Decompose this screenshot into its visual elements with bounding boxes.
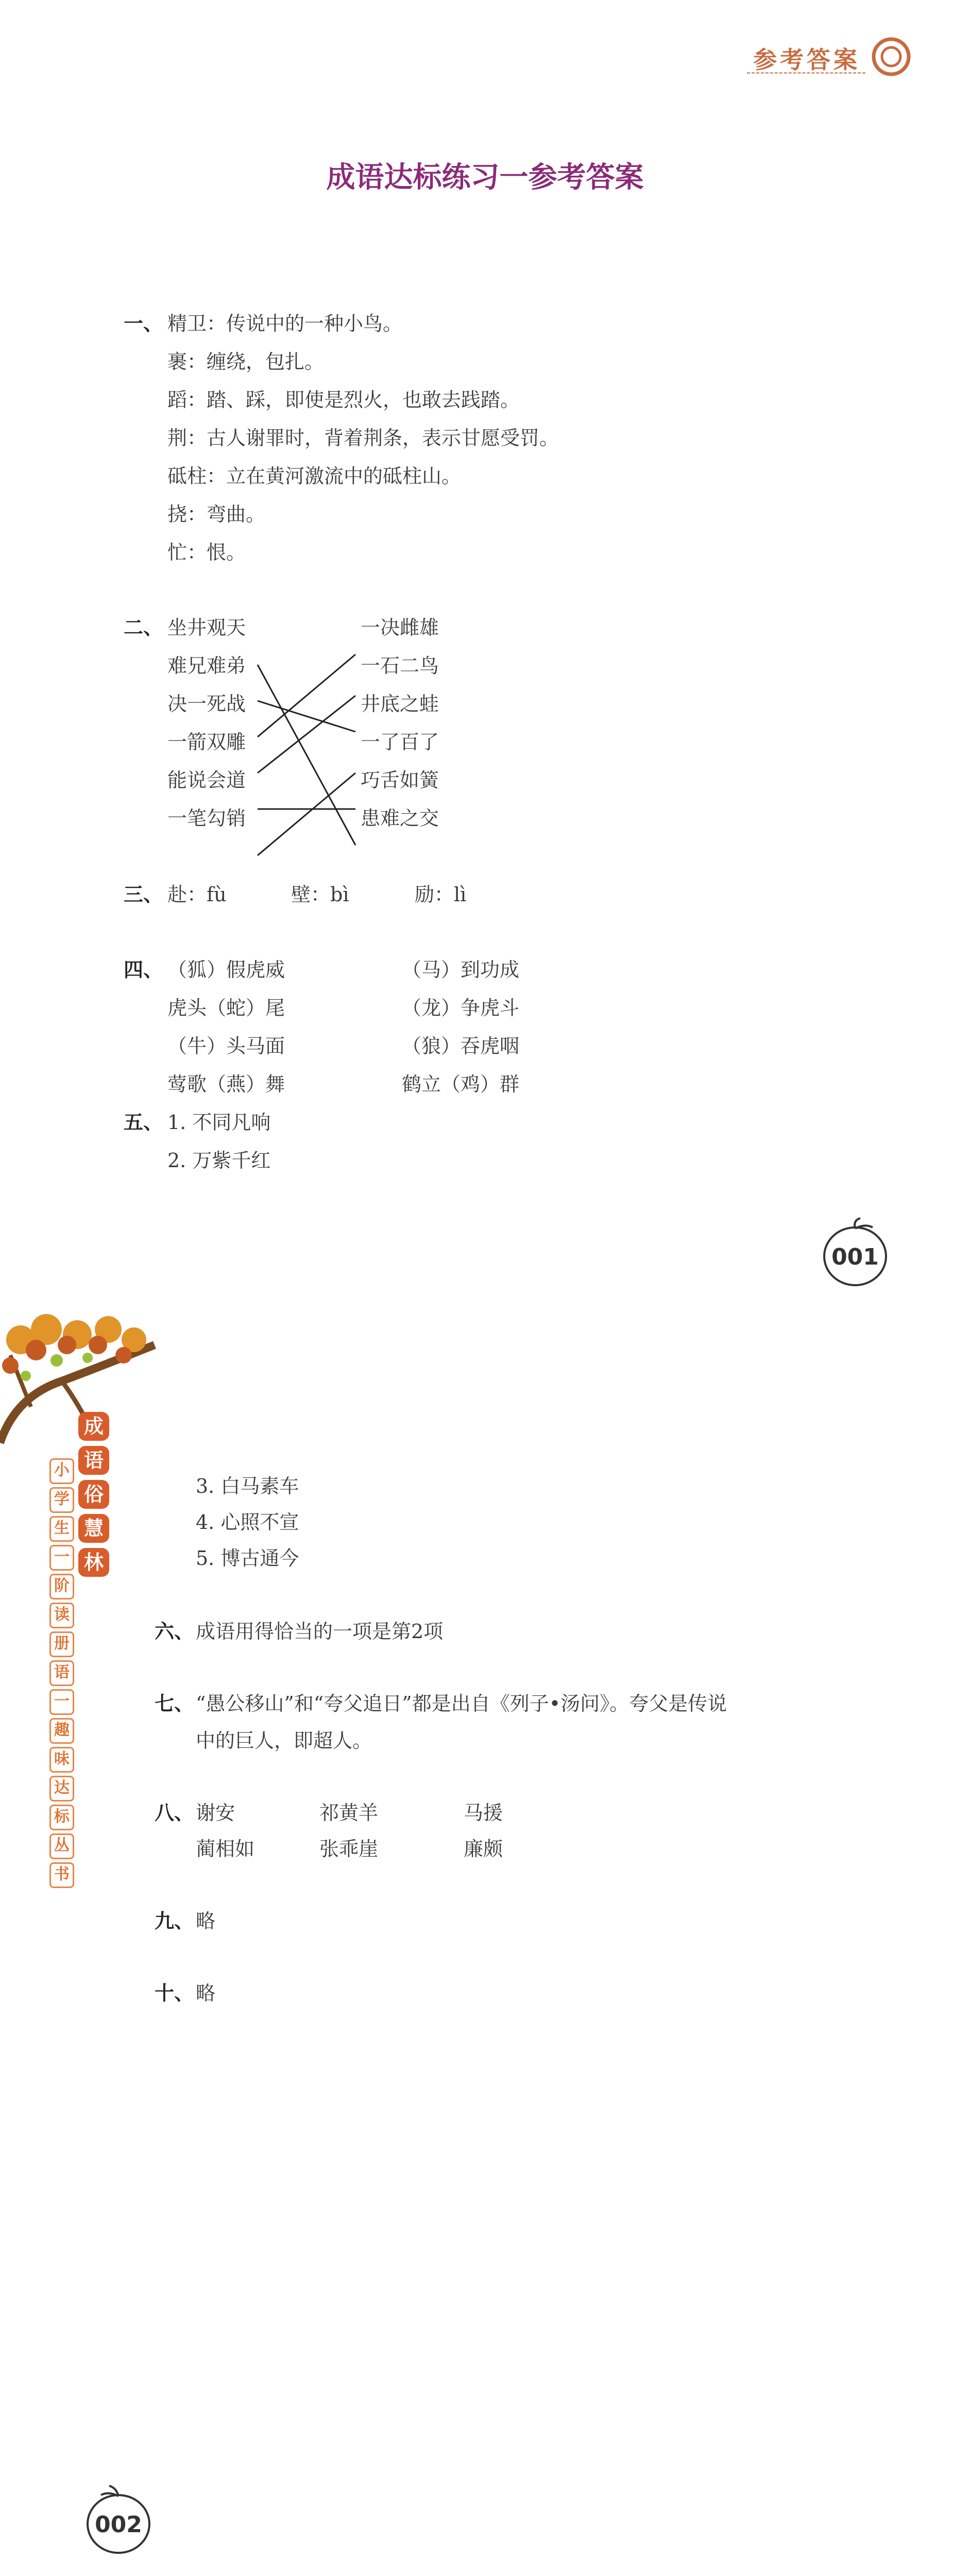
matching-lines bbox=[247, 639, 366, 866]
section-7-text: “愚公移山”和“夸父追日”都是出自《列子•汤问》。夸父是传说 bbox=[196, 1692, 727, 1715]
section-1-line: 蹈：踏、踩，即使是烈火，也敢去践踏。 bbox=[167, 389, 520, 411]
section-5-item: 2. 万紫千红 bbox=[167, 1149, 271, 1172]
series-char: 生 bbox=[49, 1516, 74, 1542]
series-char: 册 bbox=[49, 1631, 74, 1657]
target-icon bbox=[871, 36, 912, 77]
match-right-item: 井底之蛙 bbox=[361, 693, 439, 715]
section-4-number: 四、 bbox=[124, 958, 163, 981]
page-number: 001 bbox=[831, 1244, 879, 1270]
section-5-number: 五、 bbox=[124, 1110, 163, 1134]
section-5-item: 3. 白马素车 bbox=[196, 1475, 299, 1497]
section-7-number: 七、 bbox=[155, 1692, 194, 1715]
idiom-fill-right: （龙）争虎斗 bbox=[402, 997, 520, 1019]
match-left-item: 一箭双雕 bbox=[167, 731, 246, 753]
page-title: 成语达标练习一参考答案 bbox=[326, 161, 644, 194]
pinyin-item: 赴：fù bbox=[167, 883, 227, 906]
match-line bbox=[258, 654, 355, 737]
section-10-text: 略 bbox=[196, 1982, 216, 2005]
section-9-text: 略 bbox=[196, 1910, 216, 1932]
section-6-number: 六、 bbox=[155, 1620, 194, 1643]
match-left-item: 能说会道 bbox=[167, 769, 246, 792]
section-10-number: 十、 bbox=[155, 1981, 194, 2005]
section-3-number: 三、 bbox=[124, 883, 163, 906]
series-char: 标 bbox=[49, 1805, 74, 1830]
idiom-fill-left: 虎头（蛇）尾 bbox=[167, 997, 285, 1019]
person-name: 张乖崖 bbox=[319, 1838, 379, 1860]
header-divider bbox=[747, 72, 865, 74]
idiom-fill-right: （马）到功成 bbox=[402, 958, 520, 981]
pinyin-item: 励：lì bbox=[415, 883, 467, 906]
pinyin-item: 壁：bì bbox=[291, 883, 349, 906]
section-1-line: 精卫：传说中的一种小鸟。 bbox=[167, 312, 403, 335]
book-title-char: 成 bbox=[78, 1412, 109, 1441]
match-line bbox=[258, 701, 355, 732]
book-vertical-title bbox=[78, 1412, 111, 1582]
match-line bbox=[258, 773, 355, 855]
match-left-item: 决一死战 bbox=[167, 693, 246, 715]
match-left-item: 坐井观天 bbox=[167, 616, 246, 639]
series-char: 丛 bbox=[49, 1833, 74, 1859]
section-1-line: 砥柱：立在黄河激流中的砥柱山。 bbox=[167, 465, 462, 487]
book-title-char: 语 bbox=[78, 1446, 109, 1475]
idiom-fill-right: （狼）吞虎咽 bbox=[402, 1035, 520, 1057]
match-right-item: 患难之交 bbox=[361, 807, 439, 830]
person-name: 蔺相如 bbox=[196, 1838, 255, 1860]
book-title-char: 俗 bbox=[78, 1480, 109, 1509]
series-char: 书 bbox=[49, 1862, 74, 1888]
series-char: 一 bbox=[49, 1545, 74, 1571]
section-7-text: 中的巨人，即超人。 bbox=[196, 1729, 372, 1752]
section-1-number: 一、 bbox=[124, 312, 163, 335]
section-1-line: 荆：古人谢罪时，背着荆条，表示甘愿受罚。 bbox=[167, 427, 559, 449]
series-char: 读 bbox=[49, 1603, 74, 1628]
page-number: 002 bbox=[95, 2512, 142, 2538]
match-right-item: 一了百了 bbox=[361, 731, 439, 753]
series-char: 达 bbox=[49, 1776, 74, 1801]
idiom-fill-left: （狐）假虎威 bbox=[167, 958, 285, 981]
person-name: 马援 bbox=[464, 1801, 503, 1824]
match-left-item: 难兄难弟 bbox=[167, 654, 246, 677]
book-title-char: 林 bbox=[78, 1548, 109, 1577]
match-right-item: 一石二鸟 bbox=[361, 654, 439, 677]
section-1-line: 挠：弯曲。 bbox=[167, 503, 266, 526]
series-char: 一 bbox=[49, 1689, 74, 1715]
series-vertical-title bbox=[49, 1458, 74, 1891]
series-char: 味 bbox=[49, 1747, 74, 1773]
series-char: 小 bbox=[49, 1458, 74, 1484]
section-1-line: 裹：缠绕，包扎。 bbox=[167, 350, 325, 373]
section-9-number: 九、 bbox=[155, 1909, 194, 1932]
person-name: 谢安 bbox=[196, 1801, 235, 1824]
match-line bbox=[258, 696, 355, 773]
section-5-item: 4. 心照不宣 bbox=[196, 1511, 299, 1534]
series-char: 阶 bbox=[49, 1574, 74, 1600]
person-name: 祁黄羊 bbox=[319, 1801, 379, 1824]
person-name: 廉颇 bbox=[464, 1838, 503, 1860]
series-char: 语 bbox=[49, 1660, 74, 1686]
section-5-item: 5. 博古通今 bbox=[196, 1547, 299, 1570]
series-char: 学 bbox=[49, 1487, 74, 1513]
match-line bbox=[258, 665, 355, 845]
section-1-line: 忙：恨。 bbox=[167, 541, 246, 564]
match-right-item: 一决雌雄 bbox=[361, 616, 439, 639]
idiom-fill-left: 莺歌（燕）舞 bbox=[167, 1073, 285, 1096]
header-label: 参考答案 bbox=[753, 46, 860, 74]
series-char: 趣 bbox=[49, 1718, 74, 1744]
idiom-fill-right: 鹤立（鸡）群 bbox=[402, 1073, 520, 1096]
section-2-number: 二、 bbox=[124, 616, 163, 639]
section-5-item: 1. 不同凡响 bbox=[167, 1111, 271, 1134]
section-8-number: 八、 bbox=[155, 1801, 194, 1824]
match-right-item: 巧舌如簧 bbox=[361, 769, 439, 792]
book-title-char: 慧 bbox=[78, 1514, 109, 1543]
idiom-fill-left: （牛）头马面 bbox=[167, 1035, 285, 1057]
section-6-text: 成语用得恰当的一项是第2项 bbox=[196, 1620, 444, 1643]
match-left-item: 一笔勾销 bbox=[167, 807, 246, 830]
